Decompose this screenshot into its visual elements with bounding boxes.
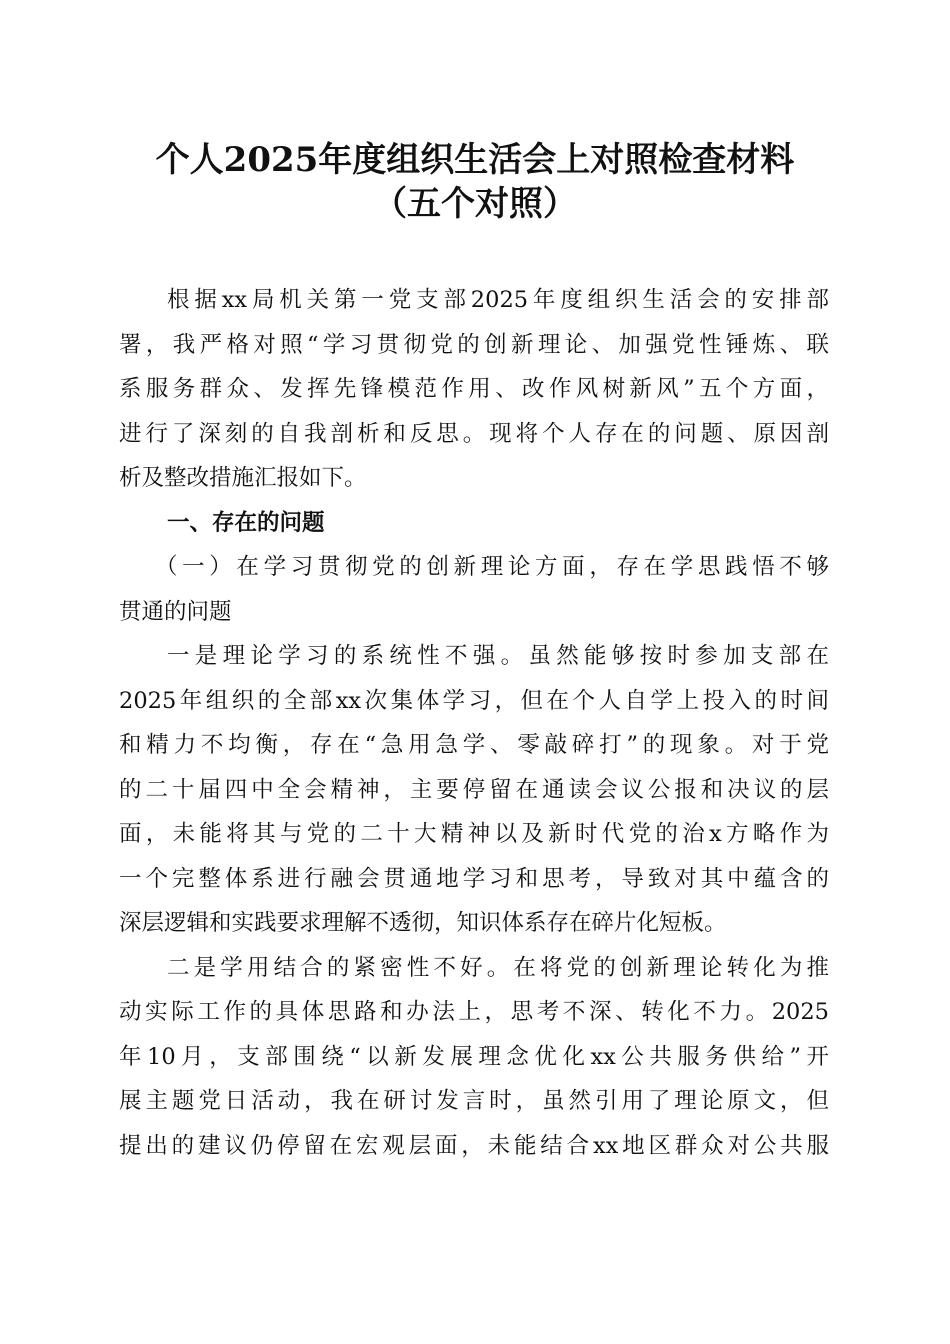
text-line: 的二十届四中全会精神，主要停留在通读会议公报和决议的层 — [119, 776, 829, 803]
text-line: 贯通的问题 — [119, 598, 232, 625]
text-line: 系服务群众、发挥先锋模范作用、改作风树新风”五个方面， — [119, 376, 829, 402]
intro-paragraph — [119, 278, 829, 501]
document-title: 个人2025年度组织生活会上对照检查材料 — [155, 140, 795, 180]
body-paragraph — [119, 946, 829, 1169]
document-body — [119, 278, 829, 1168]
text-line: 深层逻辑和实践要求理解不透彻，知识体系存在碎片化短板。 — [119, 910, 727, 936]
text-line: 展主题党日活动，我在研讨发言时，虽然引用了理论原文，但 — [119, 1088, 829, 1114]
body-paragraph — [119, 634, 829, 946]
document-subtitle: （五个对照） — [373, 184, 577, 224]
text-line: 2025年组织的全部xx次集体学习，但在个人自学上投入的时间 — [119, 687, 829, 714]
text-line: 署，我严格对照“学习贯彻党的创新理论、加强党性锤炼、联 — [119, 331, 829, 358]
subsection-heading — [119, 545, 829, 634]
heading-line: 一、存在的问题 — [167, 509, 325, 536]
text-line: 动实际工作的具体思路和办法上，思考不深、转化不力。2025 — [119, 999, 829, 1025]
text-line: 进行了深刻的自我剖析和反思。现将个人存在的问题、原因剖 — [119, 420, 829, 447]
text-line: 面，未能将其与党的二十大精神以及新时代党的治x方略作为 — [119, 821, 829, 847]
text-line: （一）在学习贯彻党的创新理论方面，存在学思践悟不够 — [155, 554, 829, 580]
text-line: 根据xx局机关第一党支部2025年度组织生活会的安排部 — [167, 287, 829, 313]
text-line: 年10月，支部围绕“以新发展理念优化xx公共服务供给”开 — [119, 1043, 829, 1070]
section-heading — [119, 501, 829, 546]
text-line: 二是学用结合的紧密性不好。在将党的创新理论转化为推 — [167, 954, 829, 981]
text-line: 一是理论学习的系统性不强。虽然能够按时参加支部在 — [167, 643, 829, 669]
text-line: 提出的建议仍停留在宏观层面，未能结合xx地区群众对公共服 — [119, 1132, 829, 1159]
text-line: 析及整改措施汇报如下。 — [119, 465, 367, 491]
text-line: 和精力不均衡，存在“急用急学、零敲碎打”的现象。对于党 — [119, 732, 829, 758]
text-line: 一个完整体系进行融会贯通地学习和思考，导致对其中蕴含的 — [119, 865, 829, 892]
